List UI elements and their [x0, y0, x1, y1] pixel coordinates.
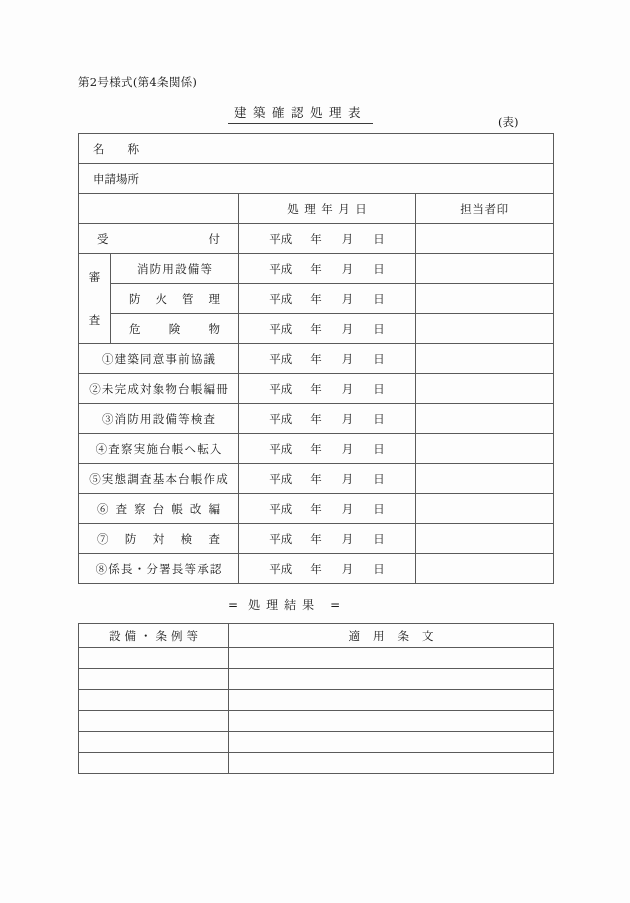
date-placeholder: [239, 321, 415, 337]
table-row: [79, 753, 554, 774]
header-cell-blank: [79, 194, 239, 224]
era-label: 平成: [269, 231, 293, 246]
table-row-review-3: [79, 314, 554, 344]
month-label: 月: [341, 501, 354, 516]
day-label: 日: [373, 231, 385, 246]
date-placeholder: [239, 291, 415, 307]
month-label: 月: [341, 471, 354, 486]
era-label: 平成: [269, 471, 293, 486]
review-date-cell-0[interactable]: [239, 254, 416, 284]
item-date-cell-4[interactable]: [239, 464, 416, 494]
result-cell-right-4[interactable]: [229, 732, 554, 753]
table-row: [79, 669, 554, 690]
item-label-4: ⑤実態調査基本台帳作成: [89, 471, 229, 486]
table-row-item-2: [79, 374, 554, 404]
date-placeholder: [239, 381, 415, 397]
receipt-seal-cell[interactable]: [416, 224, 554, 254]
table-row-receipt: [79, 224, 554, 254]
heading-mark-left: =: [228, 598, 239, 612]
result-cell-right-0[interactable]: [229, 648, 554, 669]
era-label: 平成: [269, 291, 293, 306]
date-placeholder: [239, 351, 415, 367]
header-seal-label: 担当者印: [460, 201, 509, 216]
item-seal-cell-5[interactable]: [416, 494, 554, 524]
form-number: 第2号様式(第4条関係): [78, 75, 198, 89]
result-cell-left-4[interactable]: [79, 732, 229, 753]
item-label-cell-2: [79, 404, 239, 434]
date-placeholder: [239, 441, 415, 457]
result-section-heading: [218, 596, 350, 613]
header-cell-seal: [416, 194, 554, 224]
review-date-cell-2[interactable]: [239, 314, 416, 344]
side-mark: (表): [498, 115, 519, 129]
result-cell-left-1[interactable]: [79, 669, 229, 690]
day-label: 日: [373, 471, 385, 486]
result-cell-right-2[interactable]: [229, 690, 554, 711]
item-label-cell-4: [79, 464, 239, 494]
name-row-cell[interactable]: [79, 134, 554, 164]
year-label: 年: [310, 411, 322, 426]
result-cell-right-5[interactable]: [229, 753, 554, 774]
header-cell-date: [239, 194, 416, 224]
heading-mark-right: =: [330, 598, 341, 612]
review-label-cell-0: [111, 254, 239, 284]
review-group-label-top: 審: [88, 269, 101, 284]
table-row-item-5: [79, 464, 554, 494]
era-label: 平成: [269, 381, 293, 396]
table-row-item-1: [79, 344, 554, 374]
review-seal-cell-2[interactable]: [416, 314, 554, 344]
item-date-cell-7[interactable]: [239, 554, 416, 584]
date-placeholder: [239, 231, 415, 247]
page-title: 建築確認処理表: [228, 103, 373, 124]
review-group-label-bottom: 査: [88, 312, 101, 327]
result-header-cell-right: [229, 624, 554, 648]
year-label: 年: [310, 501, 322, 516]
result-cell-left-3[interactable]: [79, 711, 229, 732]
day-label: 日: [373, 381, 385, 396]
era-label: 平成: [269, 321, 293, 336]
item-date-cell-2[interactable]: [239, 404, 416, 434]
date-placeholder: [239, 561, 415, 577]
item-seal-cell-4[interactable]: [416, 464, 554, 494]
heading-text: 処理結果: [248, 598, 321, 612]
item-label-7: ⑧係長・分署長等承認: [95, 561, 223, 576]
date-placeholder: [239, 501, 415, 517]
year-label: 年: [310, 231, 322, 246]
item-seal-cell-1[interactable]: [416, 374, 554, 404]
era-label: 平成: [269, 441, 293, 456]
day-label: 日: [373, 441, 385, 456]
year-label: 年: [310, 531, 322, 546]
year-label: 年: [310, 561, 322, 576]
review-label-0: 消防用設備等: [136, 261, 214, 276]
item-date-cell-0[interactable]: [239, 344, 416, 374]
result-table: [78, 623, 554, 774]
review-label-2: 危険物: [129, 321, 220, 336]
item-label-cell-7: [79, 554, 239, 584]
item-label-5: ⑥査察台帳改編: [97, 501, 220, 516]
review-seal-cell-0[interactable]: [416, 254, 554, 284]
day-label: 日: [373, 261, 385, 276]
era-label: 平成: [269, 561, 293, 576]
item-seal-cell-6[interactable]: [416, 524, 554, 554]
table-row-item-3: [79, 404, 554, 434]
item-label-1: ②未完成対象物台帳編冊: [89, 381, 229, 396]
item-label-3: ④査察実施台帳へ転入: [95, 441, 223, 456]
day-label: 日: [373, 321, 385, 336]
review-label-cell-2: [111, 314, 239, 344]
table-row-place: [79, 164, 554, 194]
item-label-6: ⑦防対検査: [97, 531, 220, 546]
review-group-label: [79, 271, 110, 326]
place-row-label: 申請場所: [93, 171, 139, 186]
year-label: 年: [310, 381, 322, 396]
table-row: [79, 648, 554, 669]
table-row-item-8: [79, 554, 554, 584]
review-date-cell-1[interactable]: [239, 284, 416, 314]
result-header-label-right: 適用条文: [348, 628, 447, 643]
result-header-row: [79, 624, 554, 648]
item-date-cell-6[interactable]: [239, 524, 416, 554]
receipt-date-cell[interactable]: [239, 224, 416, 254]
day-label: 日: [373, 561, 385, 576]
item-date-cell-5[interactable]: [239, 494, 416, 524]
table-header-row: [79, 194, 554, 224]
place-row-cell[interactable]: [79, 164, 554, 194]
day-label: 日: [373, 351, 385, 366]
month-label: 月: [341, 231, 354, 246]
item-seal-cell-0[interactable]: [416, 344, 554, 374]
table-row: [79, 732, 554, 753]
review-seal-cell-1[interactable]: [416, 284, 554, 314]
review-group-label-cell: [79, 254, 111, 344]
item-seal-cell-2[interactable]: [416, 404, 554, 434]
table-row-review-2: [79, 284, 554, 314]
review-label-1: 防火管理: [129, 291, 220, 306]
header-date-label: 処理年月日: [287, 201, 373, 216]
table-row-item-7: [79, 524, 554, 554]
year-label: 年: [310, 441, 322, 456]
year-label: 年: [310, 261, 322, 276]
item-label-cell-5: [79, 494, 239, 524]
table-row: [79, 690, 554, 711]
month-label: 月: [341, 381, 354, 396]
date-placeholder: [239, 411, 415, 427]
result-cell-left-2[interactable]: [79, 690, 229, 711]
year-label: 年: [310, 321, 322, 336]
item-label-2: ③消防用設備等検査: [101, 411, 217, 426]
result-cell-right-1[interactable]: [229, 669, 554, 690]
item-seal-cell-3[interactable]: [416, 434, 554, 464]
item-label-cell-6: [79, 524, 239, 554]
month-label: 月: [341, 411, 354, 426]
era-label: 平成: [269, 501, 293, 516]
era-label: 平成: [269, 411, 293, 426]
result-header-label-left: 設備・条例等: [109, 628, 202, 643]
day-label: 日: [373, 411, 385, 426]
era-label: 平成: [269, 351, 293, 366]
month-label: 月: [341, 351, 354, 366]
date-placeholder: [239, 531, 415, 547]
month-label: 月: [341, 441, 354, 456]
table-row-item-4: [79, 434, 554, 464]
item-date-cell-1[interactable]: [239, 374, 416, 404]
result-header-cell-left: [79, 624, 229, 648]
year-label: 年: [310, 291, 322, 306]
table-row-review-1: [79, 254, 554, 284]
month-label: 月: [341, 531, 354, 546]
era-label: 平成: [269, 531, 293, 546]
year-label: 年: [310, 471, 322, 486]
receipt-label-cell: [79, 224, 239, 254]
result-cell-left-0[interactable]: [79, 648, 229, 669]
item-label-cell-3: [79, 434, 239, 464]
item-seal-cell-7[interactable]: [416, 554, 554, 584]
item-label-cell-0: [79, 344, 239, 374]
item-label-0: ①建築同意事前協議: [101, 351, 217, 366]
day-label: 日: [373, 501, 385, 516]
date-placeholder: [239, 261, 415, 277]
month-label: 月: [341, 291, 354, 306]
processing-table: [78, 133, 554, 584]
table-row-item-6: [79, 494, 554, 524]
table-row: [79, 711, 554, 732]
day-label: 日: [373, 291, 385, 306]
year-label: 年: [310, 351, 322, 366]
item-label-cell-1: [79, 374, 239, 404]
month-label: 月: [341, 561, 354, 576]
result-cell-left-5[interactable]: [79, 753, 229, 774]
item-date-cell-3[interactable]: [239, 434, 416, 464]
month-label: 月: [341, 321, 354, 336]
name-row-label: 名 称: [93, 141, 139, 156]
day-label: 日: [373, 531, 385, 546]
era-label: 平成: [269, 261, 293, 276]
date-placeholder: [239, 471, 415, 487]
review-label-cell-1: [111, 284, 239, 314]
table-row-name: [79, 134, 554, 164]
month-label: 月: [341, 261, 354, 276]
receipt-label: 受 付: [97, 231, 220, 246]
result-cell-right-3[interactable]: [229, 711, 554, 732]
